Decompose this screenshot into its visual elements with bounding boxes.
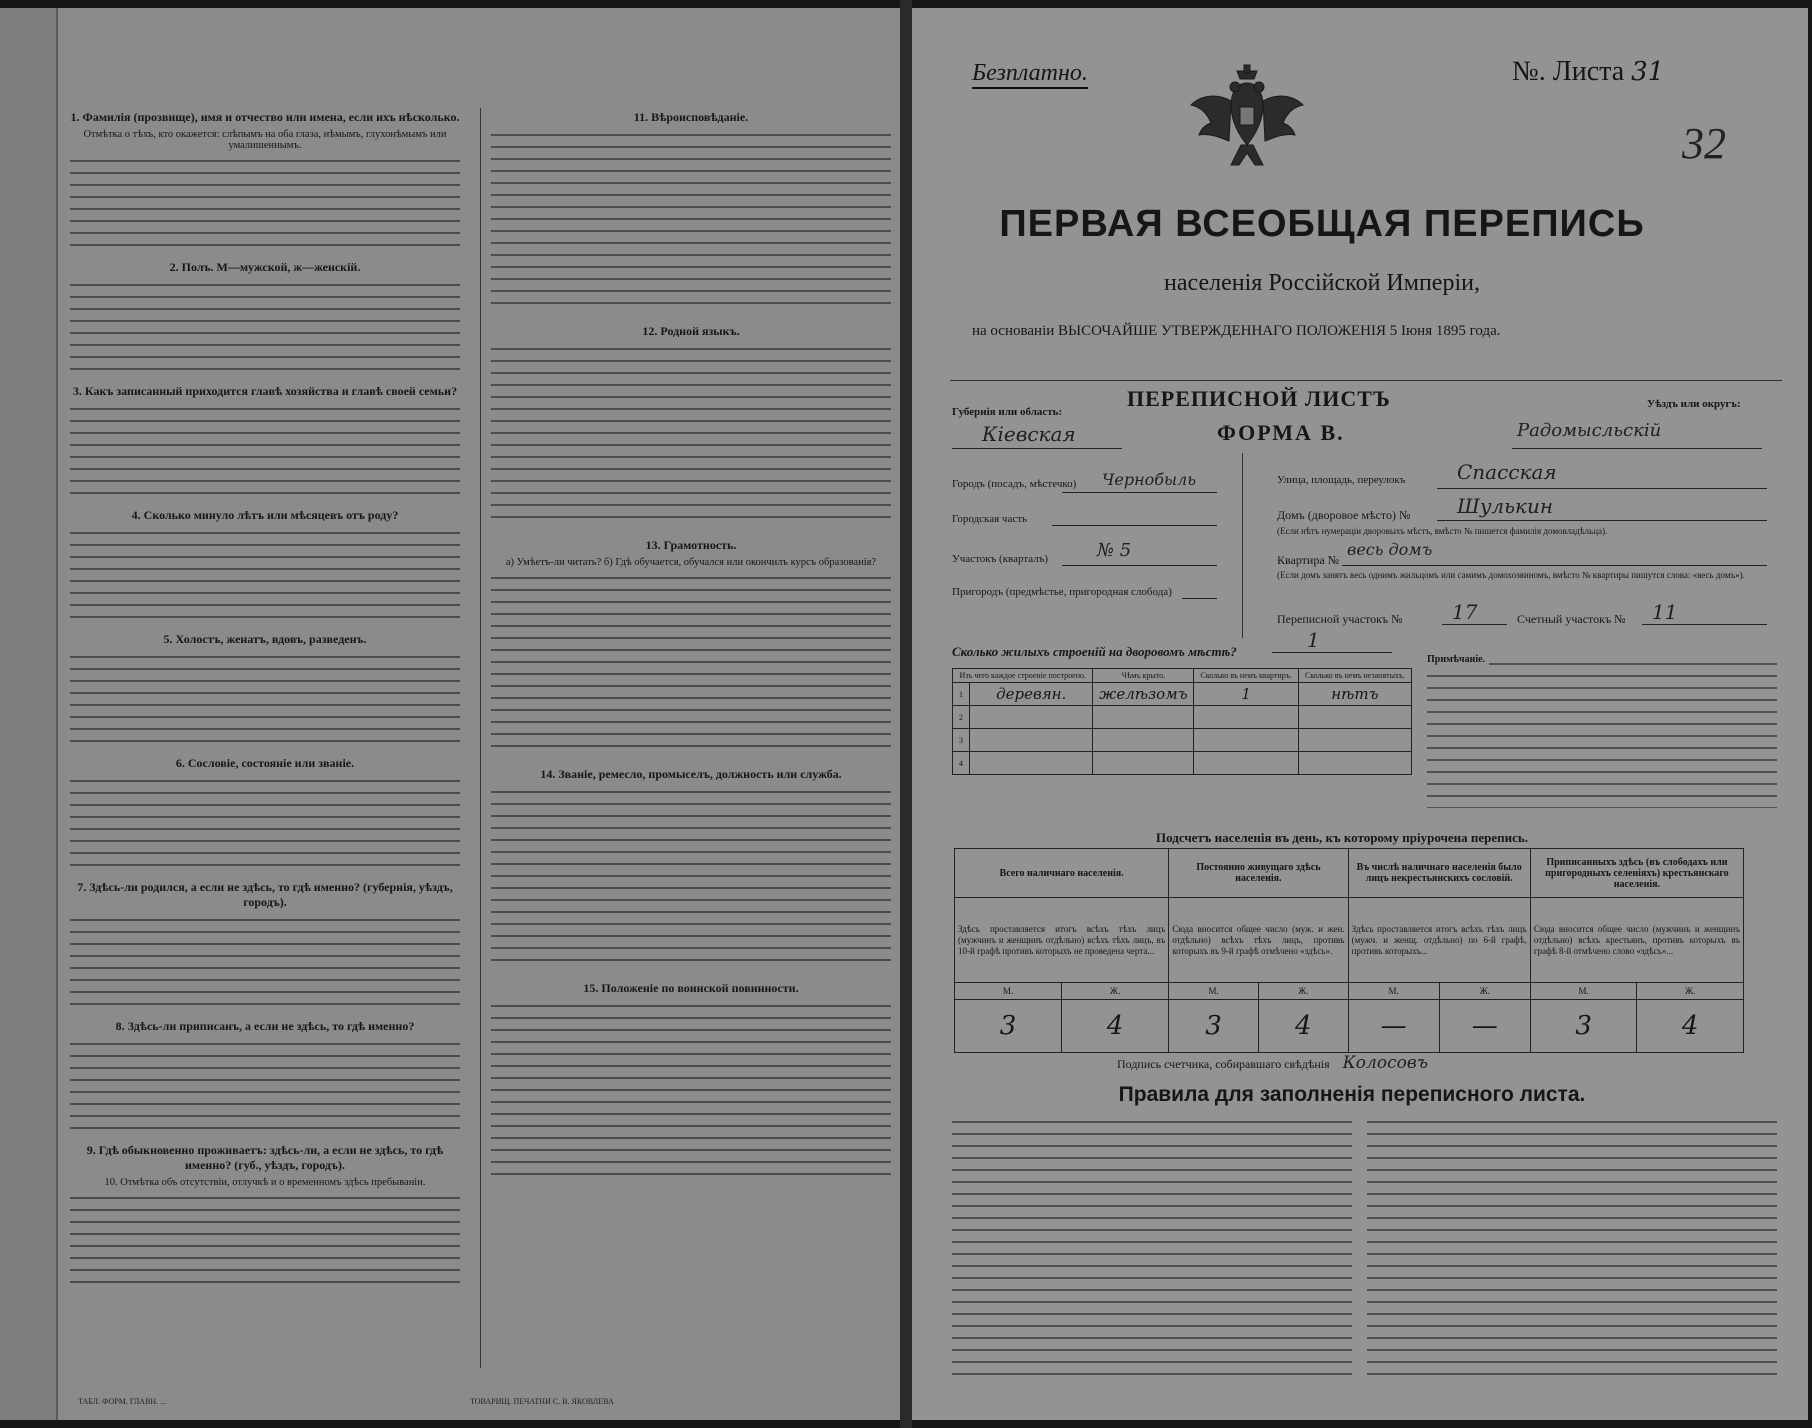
instruction-body-text: [491, 343, 891, 528]
bld-cell-n: 2: [953, 706, 970, 729]
note-heading: Примѣчаніе.: [1427, 654, 1489, 665]
divider: [950, 380, 1782, 381]
free-label: Безплатно.: [972, 60, 1088, 89]
city-label: Городъ (посадъ, мѣстечко): [952, 478, 1077, 490]
instruction-heading: 1. Фамилія (прозвище), имя и отчество или имена, если ихъ нѣсколько.: [70, 110, 460, 124]
count-header-non-peasant: Въ числѣ наличнаго населенія было лицъ некрестьянскихъ сословій.: [1348, 849, 1530, 898]
note-text: [1427, 658, 1777, 808]
sex-female-header: Ж.: [1439, 983, 1530, 1000]
instruction-body-text: [491, 1000, 891, 1185]
census-district-value: 17: [1452, 600, 1478, 624]
instruction-section: [70, 880, 460, 1009]
sex-male-header: М.: [1169, 983, 1259, 1000]
instruction-body-text: [70, 527, 460, 622]
apartment-line: [1342, 565, 1767, 566]
count-value: 3: [1169, 1000, 1259, 1053]
street-label: Улица, площадь, переулокъ: [1277, 474, 1406, 486]
count-value: 4: [1637, 1000, 1744, 1053]
bld-cell-roof: [1093, 752, 1194, 775]
bld-header-vacant: Сколько въ немъ незанятыхъ.: [1298, 669, 1411, 683]
instruction-body-text: [70, 279, 460, 374]
instruction-section: [491, 767, 891, 971]
instruction-section: [491, 110, 891, 314]
city-line: [1062, 492, 1217, 493]
count-desc: Сюда вносится общее число (мужчинъ и женщинъ отдѣльно) всѣхъ крестьянъ, противъ которыхъ въ графѣ 8-й отмѣчено слово «здѣсь»...: [1530, 898, 1743, 983]
count-header-peasant: Приписанныхъ здѣсь (въ слободахъ или пригородныхъ селеніяхъ) крестьянскаго населенія.: [1530, 849, 1743, 898]
instruction-section: [70, 1019, 460, 1133]
count-value: 4: [1258, 1000, 1348, 1053]
signature-label: Подпись счетчика, собиравшаго свѣдѣнія: [1117, 1057, 1330, 1071]
bld-cell-vacant: нѣтъ: [1298, 683, 1411, 706]
bld-cell-apts: [1194, 706, 1298, 729]
table-row: [953, 706, 1412, 729]
handwritten-page-number: 32: [1682, 119, 1726, 168]
count-value: 4: [1062, 1000, 1169, 1053]
instruction-body-text: [491, 786, 891, 971]
instruction-section: [70, 1143, 460, 1287]
bld-cell-material: [970, 752, 1093, 775]
page-edge: [0, 8, 58, 1420]
instruction-section: [70, 756, 460, 870]
instruction-section: [70, 508, 460, 622]
instruction-section: [70, 384, 460, 498]
house-note: (Если нѣтъ нумераціи дворовыхъ мѣстъ, вмѣсто № пишется фамилія домовладѣльца).: [1277, 526, 1608, 536]
instruction-body-text: [70, 651, 460, 746]
instructions-body: [70, 108, 890, 1368]
uezd-line: [1512, 448, 1762, 449]
instruction-body-text: [70, 914, 460, 1009]
instruction-section: [491, 981, 891, 1185]
buildings-table: [952, 668, 1412, 775]
count-value: —: [1348, 1000, 1439, 1053]
sex-male-header: М.: [1348, 983, 1439, 1000]
instruction-body-text: [491, 129, 891, 314]
count-header-permanent: Постоянно живущаго здѣсь населенія.: [1169, 849, 1348, 898]
bld-header-roof: Чѣмъ крыто.: [1093, 669, 1194, 683]
instruction-body-text: [70, 155, 460, 250]
bld-cell-roof: желѣзомъ: [1093, 683, 1194, 706]
instruction-heading: 2. Полъ. М—мужской, ж—женскій.: [169, 260, 361, 274]
instruction-heading: 9. Гдѣ обыкновенно проживаетъ: здѣсь-ли, а если не здѣсь, то гдѣ именно? (губ., уѣздъ, городъ).: [86, 1143, 444, 1172]
counting-district-value: 11: [1652, 600, 1678, 624]
sex-male-header: М.: [955, 983, 1062, 1000]
census-district-line: [1442, 624, 1507, 625]
suburb-line: [1182, 598, 1217, 599]
bld-cell-material: деревян.: [970, 683, 1093, 706]
count-desc: Здѣсь проставляется итогъ всѣхъ тѣхъ лицъ (мужчинъ и женщинъ отдѣльно) всѣхъ тѣхъ лицъ, въ 10-й графѣ противъ которыхъ не проведена черта...: [955, 898, 1169, 983]
instruction-body-text: [70, 1038, 460, 1133]
rules-title: Правила для заполненія переписного листа.: [1118, 1083, 1586, 1106]
sex-female-header: Ж.: [1062, 983, 1169, 1000]
street-line: [1437, 488, 1767, 489]
instructions-column-1: [70, 108, 460, 1368]
instruction-heading: 15. Положеніе по воинской повинности.: [583, 981, 799, 995]
census-district-label: Переписной участокъ №: [1277, 612, 1403, 626]
instruction-section: [70, 110, 460, 250]
gubernia-label: Губернія или область:: [952, 406, 1063, 418]
bld-cell-roof: [1093, 706, 1194, 729]
bld-cell-vacant: [1298, 706, 1411, 729]
instruction-heading: 4. Сколько минуло лѣтъ или мѣсяцевъ отъ роду?: [131, 508, 399, 522]
instruction-subheading: а) Умѣетъ-ли читать? б) Гдѣ обучается, обучался или окончилъ курсъ образованія?: [505, 557, 877, 568]
bld-cell-n: 1: [953, 683, 970, 706]
form-name: ПЕРЕПИСНОЙ ЛИСТЪ: [1127, 386, 1391, 411]
suburb-label: Пригородъ (предмѣстье, пригородная слобода): [952, 586, 1172, 598]
count-header-total: Всего наличнаго населенія.: [955, 849, 1169, 898]
instruction-section: [70, 632, 460, 746]
instruction-body-text: [70, 1192, 460, 1287]
bld-cell-material: [970, 706, 1093, 729]
right-page: [912, 8, 1808, 1420]
population-count-table: [954, 848, 1744, 1053]
district-label: Участокъ (кварталъ): [952, 553, 1049, 565]
instruction-section: [70, 260, 460, 374]
count-desc: Сюда вносится общее число (муж. и жен. отдѣльно) всѣхъ тѣхъ лицъ, противъ которыхъ въ 9-й графѣ отмѣчено «здѣсь».: [1169, 898, 1348, 983]
house-label: Домъ (дворовое мѣсто) №: [1277, 508, 1411, 522]
count-value: —: [1439, 1000, 1530, 1053]
vertical-divider: [1242, 453, 1243, 638]
uezd-label: Уѣздъ или округъ:: [1647, 398, 1741, 410]
imprint-right: ТОВАРИЩ. ПЕЧАТНИ С. В. ЯКОВЛЕВА: [470, 1397, 614, 1406]
instruction-heading: 8. Здѣсь-ли приписанъ, а если не здѣсь, то гдѣ именно?: [115, 1019, 415, 1033]
sheet-number: [1512, 56, 1664, 88]
form-title: ПЕРВАЯ ВСЕОБЩАЯ ПЕРЕПИСЬ: [999, 203, 1645, 245]
bld-cell-vacant: [1298, 729, 1411, 752]
sheet-number-label: №. Листа: [1512, 56, 1625, 87]
bld-cell-apts: [1194, 729, 1298, 752]
sex-male-header: М.: [1530, 983, 1637, 1000]
buildings-line: [1272, 652, 1392, 653]
sex-female-header: Ж.: [1258, 983, 1348, 1000]
imperial-eagle-icon: [1187, 63, 1307, 173]
count-desc: Здѣсь проставляется итогъ всѣхъ тѣхъ лицъ (мужч. и женщ. отдѣльно) по 6-й графѣ, противъ которыхъ...: [1348, 898, 1530, 983]
instruction-heading: 12. Родной языкъ.: [642, 324, 740, 338]
bld-cell-vacant: [1298, 752, 1411, 775]
instruction-body-text: [70, 775, 460, 870]
gubernia-line: [952, 448, 1122, 449]
table-row: [953, 683, 1412, 706]
uezd-value: Радомысльскій: [1517, 420, 1662, 441]
count-value: 3: [955, 1000, 1062, 1053]
street-value: Спасская: [1457, 460, 1557, 484]
instruction-subheading: 10. Отмѣтка объ отсутствіи, отлучкѣ и о временномъ здѣсь пребываніи.: [104, 1177, 426, 1188]
count-value: 3: [1530, 1000, 1637, 1053]
legal-basis: на основаніи ВЫСОЧАЙШЕ УТВЕРЖДЕННАГО ПОЛОЖЕНІЯ 5 Іюня 1895 года.: [972, 323, 1501, 339]
bld-cell-n: 3: [953, 729, 970, 752]
district-line: [1062, 565, 1217, 566]
city-part-line: [1052, 525, 1217, 526]
apartment-label: Квартира №: [1277, 553, 1340, 567]
bld-cell-n: 4: [953, 752, 970, 775]
form-subtitle: населенія Россійской Имперіи,: [1164, 270, 1480, 296]
instructions-column-2: [480, 108, 891, 1368]
sheet-number-value: 31: [1631, 57, 1665, 87]
book-gutter: [900, 0, 912, 1428]
apartment-value: весь домъ: [1347, 540, 1433, 559]
buildings-value: 1: [1307, 628, 1320, 652]
house-line: [1437, 520, 1767, 521]
instruction-subheading: Отмѣтка о тѣхъ, кто окажется: слѣпымъ на оба глаза, нѣмымъ, глухонѣмымъ или умалишеннымъ.: [83, 129, 447, 151]
instruction-heading: 3. Какъ записанный приходится главѣ хозяйства и главѣ своей семьи?: [72, 384, 458, 398]
rules-text-column-2: [1367, 1116, 1777, 1384]
instruction-body-text: [491, 572, 891, 757]
buildings-label: Сколько жилыхъ строеній на дворовомъ мѣстѣ?: [952, 644, 1237, 659]
instruction-heading: 6. Сословіе, состояніе или званіе.: [175, 756, 355, 770]
form-letter: ФОРМА В.: [1217, 420, 1345, 445]
imprint-left: ТАБЛ. ФОРМ. ГЛАВН. ...: [78, 1397, 167, 1406]
instruction-body-text: [70, 403, 460, 498]
district-value: № 5: [1097, 540, 1132, 561]
bld-cell-apts: [1194, 752, 1298, 775]
sex-female-header: Ж.: [1637, 983, 1744, 1000]
instruction-heading: 7. Здѣсь-ли родился, а если не здѣсь, то гдѣ именно? (губернія, уѣздъ, городъ).: [77, 880, 453, 909]
bld-cell-roof: [1093, 729, 1194, 752]
instruction-heading: 13. Грамотность.: [645, 538, 737, 552]
rules-text-column-1: [952, 1116, 1352, 1384]
counting-district-line: [1642, 624, 1767, 625]
table-row: [953, 729, 1412, 752]
table-row: [953, 752, 1412, 775]
counting-district-label: Счетный участокъ №: [1517, 612, 1626, 626]
house-value: Шулькин: [1457, 494, 1554, 518]
bld-cell-apts: 1: [1194, 683, 1298, 706]
instruction-heading: 5. Холостъ, женатъ, вдовъ, разведенъ.: [163, 632, 367, 646]
gubernia-value: Кіевская: [982, 422, 1076, 446]
enumerator-signature: [1117, 1053, 1428, 1073]
instruction-section: [491, 324, 891, 528]
city-part-label: Городская часть: [952, 513, 1028, 525]
city-value: Чернобыль: [1102, 470, 1196, 489]
instruction-section: [491, 538, 891, 757]
bld-cell-material: [970, 729, 1093, 752]
bld-header-apartments: Сколько въ немъ квартиръ.: [1194, 669, 1298, 683]
instruction-heading: 11. Вѣроисповѣданіе.: [633, 110, 749, 124]
apartment-note: (Если домъ занятъ весь однимъ жильцомъ или самимъ домохозяиномъ, вмѣсто № квартиры пишутся слова: «весь домъ»).: [1277, 570, 1745, 580]
count-heading: Подсчетъ населенія въ день, къ которому пріурочена перепись.: [1156, 830, 1528, 845]
signature-value: Колосовъ: [1342, 1053, 1429, 1073]
left-page: [0, 8, 900, 1420]
instruction-heading: 14. Званіе, ремесло, промыселъ, должность или служба.: [540, 767, 842, 781]
bld-header-material: Изъ чего каждое строеніе построено.: [953, 669, 1093, 683]
